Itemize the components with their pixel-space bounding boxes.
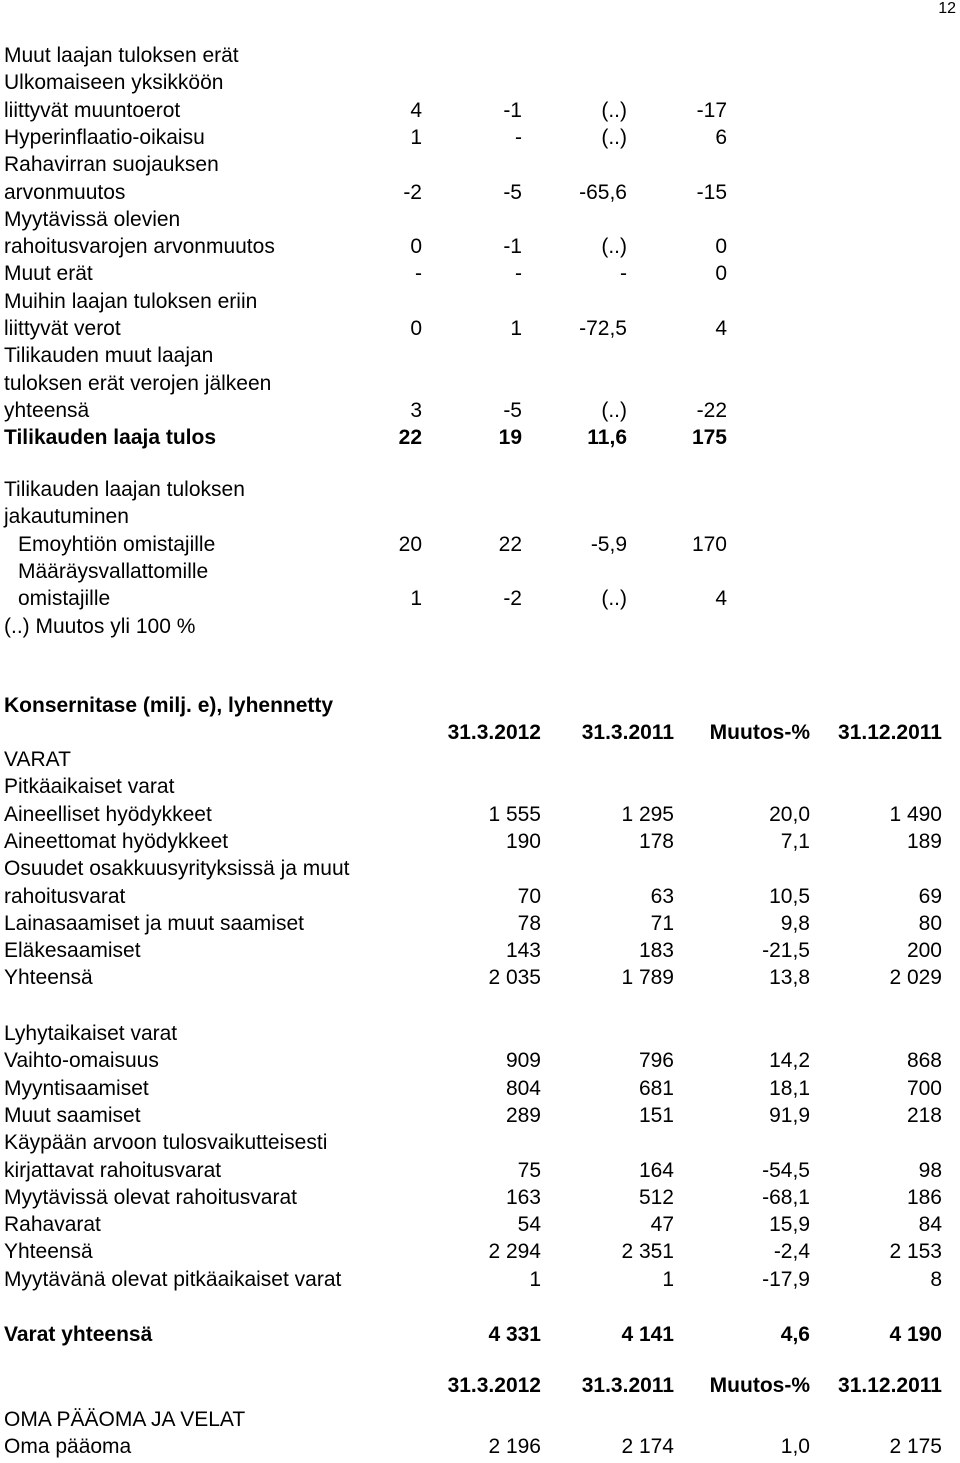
row-label: Aineettomat hyödykkeet: [4, 829, 229, 853]
value-cell: 14,2: [769, 1049, 810, 1073]
table-row: [0, 1129, 960, 1156]
value-cell: 218: [906, 1103, 942, 1127]
value-cell: 2 174: [621, 1435, 674, 1459]
value-cell: (..): [601, 235, 627, 259]
row-label: Muut erät: [4, 262, 93, 286]
row-label: Muut laajan tuloksen erät: [4, 44, 239, 67]
table-row: [0, 558, 960, 585]
value-cell: 78: [517, 911, 541, 935]
value-cell: -: [415, 262, 422, 286]
value-cell: 0: [715, 235, 727, 259]
value-cell: 804: [505, 1076, 541, 1100]
row-label: Aineelliset hyödykkeet: [4, 802, 212, 826]
value-cell: 22: [398, 426, 422, 450]
table-row: [0, 773, 960, 800]
value-cell: -1: [503, 98, 522, 122]
value-cell: 84: [918, 1213, 942, 1237]
value-cell: 189: [906, 829, 942, 853]
table-row: [0, 151, 960, 178]
value-cell: 15,9: [769, 1213, 810, 1237]
value-cell: -: [620, 262, 627, 286]
value-cell: (..): [601, 125, 627, 149]
row-label: yhteensä: [4, 398, 90, 422]
table-row: [0, 260, 960, 287]
value-cell: 2 035: [488, 966, 541, 990]
value-cell: 1 490: [889, 802, 942, 826]
row-label: Määräysvallattomille: [18, 559, 209, 583]
value-cell: 6: [715, 125, 727, 149]
value-cell: 10,5: [769, 884, 810, 908]
value-cell: 11,6: [587, 426, 627, 450]
table-row: [0, 503, 960, 530]
value-cell: 3: [410, 398, 422, 422]
value-cell: 0: [715, 262, 727, 286]
column-header: 31.12.2011: [838, 721, 942, 744]
section-title-text: Konsernitase (milj. e), lyhennetty: [4, 694, 334, 717]
row-label: Rahavirran suojauksen: [4, 153, 219, 177]
table-row: [0, 613, 960, 640]
value-cell: (..): [601, 587, 627, 611]
row-label: Tilikauden muut laajan: [4, 344, 214, 368]
value-cell: 909: [505, 1049, 541, 1073]
value-cell: 178: [638, 829, 674, 853]
row-label: Varat yhteensä: [4, 1323, 153, 1346]
value-cell: 4: [715, 317, 727, 340]
value-cell: 796: [638, 1049, 674, 1073]
table-row: [0, 1266, 960, 1293]
value-cell: 1: [410, 125, 422, 149]
value-cell: 71: [650, 911, 674, 935]
value-cell: -17: [696, 98, 727, 122]
table-row: [0, 585, 960, 612]
table-row: [0, 1020, 960, 1047]
row-label: Myytävissä olevien: [4, 207, 181, 231]
row-label: (..) Muutos yli 100 %: [4, 614, 196, 638]
value-cell: -5: [503, 180, 522, 204]
table-row: [0, 69, 960, 96]
value-cell: 2 196: [488, 1435, 541, 1459]
table-row: [0, 883, 960, 910]
column-header: 31.3.2011: [581, 721, 674, 744]
value-cell: 4: [715, 587, 727, 611]
table-row: [0, 531, 960, 558]
value-cell: 1 789: [621, 966, 674, 990]
value-cell: 1 555: [488, 802, 541, 826]
page-number: 12: [938, 0, 956, 17]
row-label: OMA PÄÄOMA JA VELAT: [4, 1408, 246, 1431]
value-cell: 681: [638, 1076, 674, 1100]
value-cell: -72,5: [579, 317, 627, 340]
value-cell: (..): [601, 98, 627, 122]
value-cell: 0: [410, 317, 422, 340]
row-label: Myytävissä olevat rahoitusvarat: [4, 1185, 297, 1209]
table-row: [0, 964, 960, 991]
table-row: [0, 42, 960, 69]
row-label: rahoitusvarat: [4, 884, 126, 908]
table-row: [0, 1211, 960, 1238]
value-cell: -5: [503, 398, 522, 422]
value-cell: 80: [918, 911, 942, 935]
table-row: [0, 1047, 960, 1074]
value-cell: 163: [505, 1185, 541, 1209]
column-headers-2: [0, 1372, 960, 1399]
value-cell: 164: [638, 1158, 674, 1182]
row-label: Tilikauden laaja tulos: [4, 426, 217, 450]
value-cell: 512: [638, 1185, 674, 1209]
row-label: liittyvät verot: [4, 317, 121, 340]
row-label: arvonmuutos: [4, 180, 126, 204]
value-cell: 2 351: [621, 1240, 674, 1264]
value-cell: 91,9: [769, 1103, 810, 1127]
value-cell: -15: [696, 180, 727, 204]
value-cell: 186: [906, 1185, 942, 1209]
row-label: Ulkomaiseen yksikköön: [4, 71, 224, 95]
value-cell: 183: [638, 939, 674, 963]
value-cell: 22: [498, 532, 522, 556]
row-label: jakautuminen: [4, 505, 129, 529]
value-cell: 8: [930, 1267, 942, 1291]
row-label: kirjattavat rahoitusvarat: [4, 1158, 222, 1182]
value-cell: 98: [918, 1158, 942, 1182]
value-cell: 4: [410, 98, 422, 122]
table-row: [0, 1238, 960, 1265]
table-row: [0, 97, 960, 124]
value-cell: -5,9: [590, 532, 627, 556]
row-label: Emoyhtiön omistajille: [18, 532, 216, 556]
row-label: Rahavarat: [4, 1213, 101, 1237]
value-cell: 190: [505, 829, 541, 853]
table-row: [0, 1075, 960, 1102]
column-header: 31.3.2012: [447, 721, 541, 744]
section-title: [0, 692, 960, 719]
value-cell: 4,6: [780, 1323, 810, 1346]
value-cell: 7,1: [780, 829, 810, 853]
value-cell: 2 029: [889, 966, 942, 990]
value-cell: 2 175: [889, 1435, 942, 1459]
row-label: Myyntisaamiset: [4, 1076, 149, 1100]
value-cell: 1: [529, 1267, 541, 1291]
value-cell: -68,1: [762, 1185, 810, 1209]
value-cell: 63: [650, 884, 674, 908]
table-row: [0, 179, 960, 206]
value-cell: -2: [403, 180, 422, 204]
value-cell: 54: [517, 1213, 541, 1237]
value-cell: 13,8: [769, 966, 810, 990]
row-label: Muihin laajan tuloksen eriin: [4, 289, 258, 313]
table-row: [0, 855, 960, 882]
column-header: Muutos-%: [709, 721, 810, 744]
value-cell: 1: [510, 317, 522, 340]
table-row: [0, 1184, 960, 1211]
value-cell: 20: [398, 532, 422, 556]
column-header: 31.3.2011: [581, 1374, 674, 1397]
row-label: omistajille: [18, 587, 111, 611]
value-cell: 1: [662, 1267, 674, 1291]
table-row: [0, 397, 960, 424]
column-header: 31.3.2012: [447, 1374, 541, 1397]
value-cell: -21,5: [762, 939, 810, 963]
value-cell: 143: [505, 939, 541, 963]
table-row: [0, 910, 960, 937]
column-header: Muutos-%: [709, 1374, 810, 1397]
value-cell: (..): [601, 398, 627, 422]
table-row: [0, 801, 960, 828]
table-row: [0, 1433, 960, 1460]
table-row: [0, 828, 960, 855]
value-cell: 18,1: [769, 1076, 810, 1100]
value-cell: -: [515, 125, 522, 149]
value-cell: 170: [691, 532, 727, 556]
value-cell: -2,4: [773, 1240, 810, 1264]
value-cell: 4 141: [621, 1323, 674, 1346]
row-label: liittyvät muuntoerot: [4, 98, 181, 122]
table-row: [0, 1157, 960, 1184]
table-row: [0, 1102, 960, 1129]
row-label: Muut saamiset: [4, 1103, 141, 1127]
row-label: VARAT: [4, 748, 71, 771]
value-cell: 4 190: [889, 1323, 942, 1346]
value-cell: 20,0: [769, 802, 810, 826]
row-label: Osuudet osakkuusyrityksissä ja muut: [4, 857, 350, 881]
row-label: Pitkäaikaiset varat: [4, 775, 175, 799]
row-label: Yhteensä: [4, 1240, 93, 1264]
value-cell: -17,9: [762, 1267, 810, 1291]
value-cell: 700: [906, 1076, 942, 1100]
column-header: 31.12.2011: [838, 1374, 942, 1397]
value-cell: 75: [517, 1158, 541, 1182]
value-cell: 1: [410, 587, 422, 611]
value-cell: 19: [498, 426, 522, 450]
value-cell: -22: [696, 398, 727, 422]
value-cell: 200: [906, 939, 942, 963]
column-headers: [0, 719, 960, 746]
table-row: [0, 288, 960, 315]
value-cell: 4 331: [488, 1323, 541, 1346]
value-cell: 69: [918, 884, 942, 908]
table-row: [0, 370, 960, 397]
value-cell: 289: [505, 1103, 541, 1127]
value-cell: 1 295: [621, 802, 674, 826]
table-row: [0, 342, 960, 369]
row-label: Lainasaamiset ja muut saamiset: [4, 911, 304, 935]
table-row: [0, 476, 960, 503]
table-row: [0, 1321, 960, 1348]
value-cell: -65,6: [579, 180, 627, 204]
table-row: [0, 1406, 960, 1433]
value-cell: -54,5: [762, 1158, 810, 1182]
row-label: tuloksen erät verojen jälkeen: [4, 371, 272, 395]
table-row: [0, 746, 960, 773]
table-row: [0, 124, 960, 151]
value-cell: 9,8: [780, 911, 810, 935]
row-label: Myytävänä olevat pitkäaikaiset varat: [4, 1267, 342, 1291]
table-row: [0, 424, 960, 451]
value-cell: -1: [503, 235, 522, 259]
row-label: Tilikauden laajan tuloksen: [4, 478, 245, 501]
value-cell: -: [515, 262, 522, 286]
table-row: [0, 937, 960, 964]
row-label: Oma pääoma: [4, 1435, 132, 1459]
value-cell: 175: [691, 426, 727, 450]
value-cell: 0: [410, 235, 422, 259]
value-cell: -2: [503, 587, 522, 611]
value-cell: 47: [650, 1213, 674, 1237]
row-label: Lyhytaikaiset varat: [4, 1022, 178, 1045]
value-cell: 2 153: [889, 1240, 942, 1264]
row-label: Yhteensä: [4, 966, 93, 990]
row-label: Käypään arvoon tulosvaikutteisesti: [4, 1131, 328, 1155]
value-cell: 70: [517, 884, 541, 908]
row-label: Eläkesaamiset: [4, 939, 141, 963]
table-row: [0, 233, 960, 260]
table-row: [0, 206, 960, 233]
value-cell: 1,0: [780, 1435, 810, 1459]
value-cell: 151: [638, 1103, 674, 1127]
row-label: Hyperinflaatio-oikaisu: [4, 125, 205, 149]
value-cell: 2 294: [488, 1240, 541, 1264]
row-label: rahoitusvarojen arvonmuutos: [4, 235, 275, 259]
table-row: [0, 315, 960, 342]
value-cell: 868: [906, 1049, 942, 1073]
row-label: Vaihto-omaisuus: [4, 1049, 159, 1073]
